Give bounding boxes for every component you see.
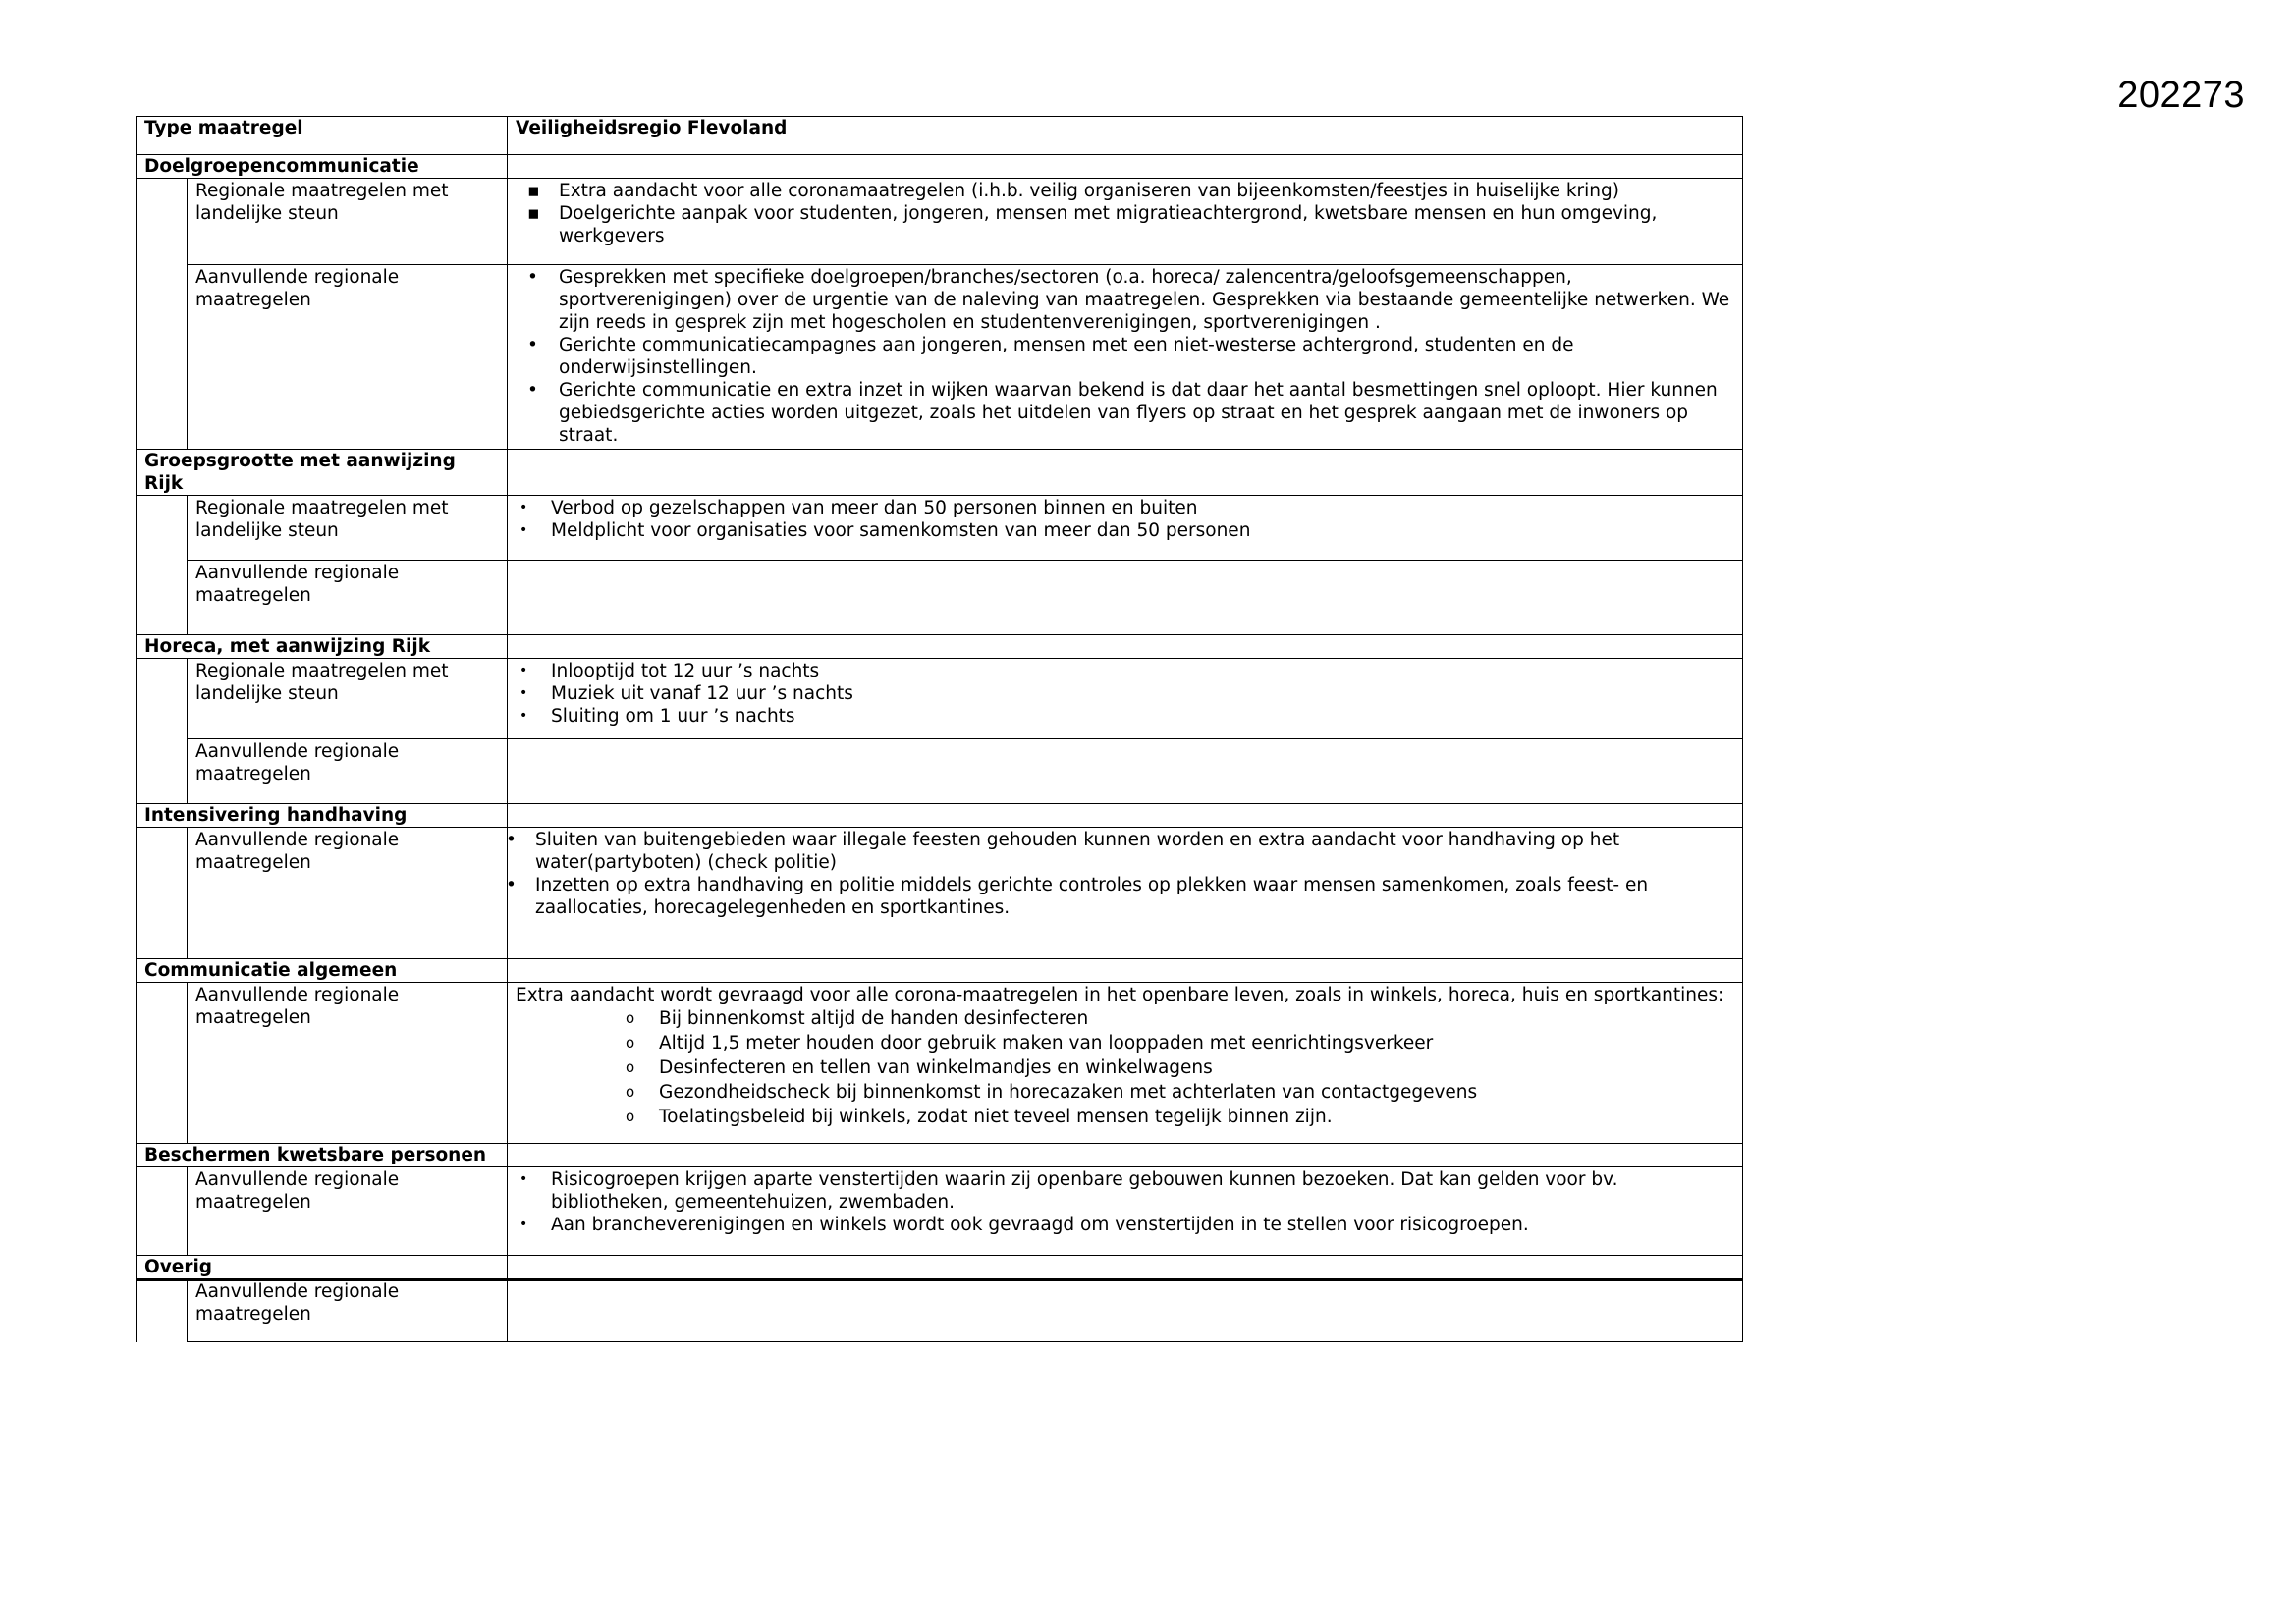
row-content-empty <box>508 1279 1743 1342</box>
section-row <box>137 635 1743 659</box>
row-label: Aanvullende regionale maatregelen <box>188 1279 508 1342</box>
list-item: • Verbod op gezelschappen van meer dan 50 personen binnen en buiten <box>516 497 1734 519</box>
section-empty-cell <box>508 155 1743 179</box>
list-item: ▪ Doelgerichte aanpak voor studenten, jongeren, mensen met migratieachtergrond, kwetsbare mensen en hun omgeving, werkgevers <box>516 202 1734 247</box>
list-item: o Bij binnenkomst altijd de handen desinfecteren <box>516 1006 1734 1031</box>
measure-list <box>516 266 1734 447</box>
row-label: Aanvullende regionale maatregelen <box>188 265 508 450</box>
row-content <box>508 1167 1743 1256</box>
section-row <box>137 155 1743 179</box>
section-title: Beschermen kwetsbare personen <box>137 1144 508 1167</box>
measure-row <box>137 828 1743 959</box>
section-title: Intensivering handhaving <box>137 804 508 828</box>
section-title: Overig <box>137 1256 508 1279</box>
document-number: 202273 <box>2117 75 2245 116</box>
indent-spacer <box>137 496 188 561</box>
list-item: o Toelatingsbeleid bij winkels, zodat niet teveel mensen tegelijk binnen zijn. <box>516 1105 1734 1129</box>
measure-list <box>516 1168 1734 1236</box>
section-title: Groepsgrootte met aanwijzing Rijk <box>137 450 508 496</box>
row-content <box>508 496 1743 561</box>
section-title: Communicatie algemeen <box>137 959 508 983</box>
measure-row <box>137 1279 1743 1342</box>
list-item: o Altijd 1,5 meter houden door gebruik maken van looppaden met eenrichtingsverkeer <box>516 1031 1734 1056</box>
row-content <box>508 659 1743 739</box>
measure-list <box>516 829 1734 919</box>
row-content-empty <box>508 739 1743 804</box>
measures-table-container <box>136 116 1742 1325</box>
section-row <box>137 450 1743 496</box>
indent-spacer <box>137 1279 188 1342</box>
list-item: • Meldplicht voor organisaties voor samenkomsten van meer dan 50 personen <box>516 519 1734 542</box>
section-row <box>137 959 1743 983</box>
row-label: Regionale maatregelen met landelijke steun <box>188 179 508 265</box>
measures-table <box>136 116 1743 1342</box>
row-label: Aanvullende regionale maatregelen <box>188 739 508 804</box>
indent-spacer <box>137 828 188 959</box>
row-content-empty <box>508 561 1743 635</box>
list-item: • Inlooptijd tot 12 uur ’s nachts <box>516 660 1734 682</box>
measure-row <box>137 983 1743 1144</box>
list-item: • Gesprekken met specifieke doelgroepen/branches/sectoren (o.a. horeca/ zalencentra/geloofsgemeenschappen, sportverenigingen) over de urgentie van de naleving van maatregelen. Gesprekken via bestaande gemeentelijke netwerken. We zijn reeds in gesprek zijn met hogescholen en studentenverenigingen, sportverenigingen . <box>516 266 1734 334</box>
list-item: • Muziek uit vanaf 12 uur ’s nachts <box>516 682 1734 705</box>
section-empty-cell <box>508 959 1743 983</box>
header-type-maatregel: Type maatregel <box>137 117 508 155</box>
measure-row <box>137 265 1743 450</box>
list-item: • Risicogroepen krijgen aparte venstertijden waarin zij openbare gebouwen kunnen bezoeken. Dat kan gelden voor bv. bibliotheken, gemeentehuizen, zwembaden. <box>516 1168 1734 1214</box>
section-empty-cell <box>508 804 1743 828</box>
row-content <box>508 179 1743 265</box>
section-empty-cell <box>508 1144 1743 1167</box>
measure-row <box>137 659 1743 739</box>
section-row <box>137 804 1743 828</box>
indent-spacer <box>137 179 188 265</box>
row-label: Aanvullende regionale maatregelen <box>188 1167 508 1256</box>
measure-sublist <box>516 1006 1734 1129</box>
row-content <box>508 265 1743 450</box>
section-row <box>137 1144 1743 1167</box>
list-item: o Desinfecteren en tellen van winkelmandjes en winkelwagens <box>516 1056 1734 1080</box>
list-item: o Gezondheidscheck bij binnenkomst in horecazaken met achterlaten van contactgegevens <box>516 1080 1734 1105</box>
header-veiligheidsregio: Veiligheidsregio Flevoland <box>508 117 1743 155</box>
measure-list <box>516 180 1734 247</box>
indent-spacer <box>137 739 188 804</box>
list-item: • Gerichte communicatie en extra inzet in wijken waarvan bekend is dat daar het aantal besmettingen snel oploopt. Hier kunnen gebiedsgerichte acties worden uitgezet, zoals het uitdelen van flyers op straat en het gesprek aangaan met de inwoners op straat. <box>516 379 1734 447</box>
row-label: Aanvullende regionale maatregelen <box>188 983 508 1144</box>
row-content <box>508 983 1743 1144</box>
intro-text: Extra aandacht wordt gevraagd voor alle corona-maatregelen in het openbare leven, zoals in winkels, horeca, huis en sportkantines: <box>516 985 1724 1005</box>
row-label: Regionale maatregelen met landelijke steun <box>188 496 508 561</box>
measure-row <box>137 496 1743 561</box>
measure-row <box>137 561 1743 635</box>
section-title: Doelgroepencommunicatie <box>137 155 508 179</box>
list-item: • Inzetten op extra handhaving en politie middels gerichte controles op plekken waar mensen samenkomen, zoals feest- en zaallocaties, horecagelegenheden en sportkantines. <box>516 874 1734 919</box>
indent-spacer <box>137 265 188 450</box>
measure-row <box>137 739 1743 804</box>
section-title: Horeca, met aanwijzing Rijk <box>137 635 508 659</box>
indent-spacer <box>137 983 188 1144</box>
measure-row <box>137 1167 1743 1256</box>
section-empty-cell <box>508 635 1743 659</box>
indent-spacer <box>137 1167 188 1256</box>
list-item: ▪ Extra aandacht voor alle coronamaatregelen (i.h.b. veilig organiseren van bijeenkomsten/feestjes in huiselijke kring) <box>516 180 1734 202</box>
indent-spacer <box>137 561 188 635</box>
measure-list <box>516 497 1734 542</box>
section-empty-cell <box>508 450 1743 496</box>
row-content <box>508 828 1743 959</box>
section-empty-cell <box>508 1256 1743 1279</box>
measure-row <box>137 179 1743 265</box>
measure-list <box>516 660 1734 728</box>
row-label: Regionale maatregelen met landelijke steun <box>188 659 508 739</box>
list-item: • Sluiten van buitengebieden waar illegale feesten gehouden kunnen worden en extra aandacht voor handhaving op het water(partyboten) (check politie) <box>516 829 1734 874</box>
list-item: • Aan brancheverenigingen en winkels wordt ook gevraagd om venstertijden in te stellen voor risicogroepen. <box>516 1214 1734 1236</box>
indent-spacer <box>137 659 188 739</box>
list-item: • Gerichte communicatiecampagnes aan jongeren, mensen met een niet-westerse achtergrond, studenten en de onderwijsinstellingen. <box>516 334 1734 379</box>
table-header-row <box>137 117 1743 155</box>
row-label: Aanvullende regionale maatregelen <box>188 828 508 959</box>
row-label: Aanvullende regionale maatregelen <box>188 561 508 635</box>
section-row <box>137 1256 1743 1279</box>
list-item: • Sluiting om 1 uur ’s nachts <box>516 705 1734 728</box>
